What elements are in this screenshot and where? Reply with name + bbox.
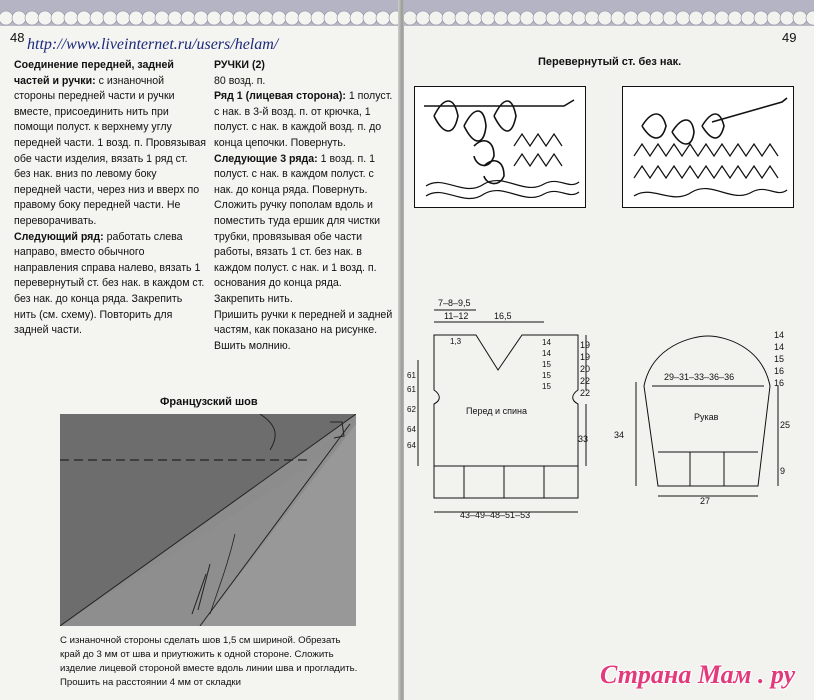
- scallop-circle: [285, 11, 299, 25]
- paragraph: 1 полуст. с нак. в 3-й возд. п. от крючка, 1 полуст. с нак. в каждой возд. п. до конца цепочки. Повернуть.: [214, 90, 393, 149]
- scallop-circle: [168, 11, 182, 25]
- scallop-circle: [429, 11, 443, 25]
- scallop-circle: [142, 11, 156, 25]
- dimension-label: 27: [700, 496, 711, 506]
- dimension-label: 1,3: [450, 337, 462, 346]
- scallop-circle: [116, 11, 130, 25]
- scallop-circle: [404, 11, 417, 25]
- scallop-circle: [767, 11, 781, 25]
- scallop-circle: [77, 11, 91, 25]
- scallop-circle: [728, 11, 742, 25]
- scallop-circle: [468, 11, 482, 25]
- dimension-label: 61: [407, 385, 416, 394]
- scallop-circle: [637, 11, 651, 25]
- dimension-label: 9: [780, 466, 786, 476]
- dimension-label: 43–49–48–51–53: [460, 510, 531, 520]
- dimension-label: 7–8–9,5: [438, 298, 471, 308]
- body-pattern-diagram: [404, 290, 604, 520]
- scallop-circle: [12, 11, 26, 25]
- scallop-circle: [715, 11, 729, 25]
- scallop-circle: [507, 11, 521, 25]
- stitch-diagram-1: [414, 86, 586, 208]
- paragraph: работать слева направо, вместо обычного направления справа налево, вязать 1 перевернутый ст. без нак. в каждом ст. без нак. до конца ряда. Закрепить нить (см. схему). Повторить для задней части.: [14, 230, 205, 337]
- scallop-circle: [663, 11, 677, 25]
- dimension-label: 15: [774, 354, 785, 364]
- dimension-label: 14: [542, 338, 551, 347]
- dimension-label: 29–31–33–36–36: [664, 372, 735, 382]
- scallop-circle: [259, 11, 273, 25]
- dimension-label: 15: [542, 382, 551, 391]
- source-url: http://www.liveinternet.ru/users/helam/: [27, 36, 279, 53]
- figure-title: Французский шов: [160, 396, 258, 408]
- scallop-circle: [611, 11, 625, 25]
- scallop-circle: [455, 11, 469, 25]
- page-number: 49: [782, 30, 797, 45]
- scallop-circle: [363, 11, 377, 25]
- scallop-circle: [780, 11, 794, 25]
- scallop-circle: [624, 11, 638, 25]
- page-number: 48: [10, 30, 25, 45]
- figure-title: Перевернутый ст. без нак.: [538, 56, 682, 68]
- scallop-circle: [598, 11, 612, 25]
- scallop-circle: [546, 11, 560, 25]
- section-heading: Следующий ряд:: [14, 230, 104, 243]
- scallop-circle: [38, 11, 52, 25]
- dimension-label: 22: [580, 376, 591, 386]
- sleeve-pattern-diagram: [612, 326, 802, 506]
- scallop-circle: [416, 11, 430, 25]
- scallop-circle: [741, 11, 755, 25]
- scallop-circle: [376, 11, 390, 25]
- scallop-circle: [585, 11, 599, 25]
- scallop-circle: [194, 11, 208, 25]
- scallop-circle: [442, 11, 456, 25]
- dimension-label: 33: [578, 434, 589, 444]
- text-column-2: [214, 58, 394, 354]
- scallop-circle: [520, 11, 534, 25]
- french-seam-illustration: [60, 414, 356, 626]
- scallop-circle: [324, 11, 338, 25]
- scallop-circle: [533, 11, 547, 25]
- scallop-circle: [337, 11, 351, 25]
- scallop-circle: [311, 11, 325, 25]
- dimension-label: 64: [407, 441, 416, 450]
- scallop-circle: [181, 11, 195, 25]
- dimension-label: 11–12: [444, 311, 469, 321]
- scallop-circle: [298, 11, 312, 25]
- dimension-label: 15: [542, 371, 551, 380]
- section-heading: РУЧКИ (2): [214, 59, 265, 71]
- scallop-circle: [155, 11, 169, 25]
- scallop-circle: [90, 11, 104, 25]
- scallop-circle: [572, 11, 586, 25]
- piece-label: Рукав: [694, 412, 719, 422]
- scallop-circle: [25, 11, 39, 25]
- dimension-label: 22: [580, 388, 591, 398]
- row-label: Следующие 3 ряда:: [214, 152, 318, 165]
- dimension-label: 19: [580, 340, 591, 350]
- piece-label: Перед и спина: [466, 406, 527, 416]
- dimension-label: 64: [407, 425, 416, 434]
- scallop-circle: [272, 11, 286, 25]
- scallop-circle: [650, 11, 664, 25]
- scallop-circle: [103, 11, 117, 25]
- scallop-circle: [64, 11, 78, 25]
- paragraph: 1 возд. п. 1 полуст. с нак. в каждом полуст. с нак. до конца ряда. Повернуть. Сложить ручку пополам вдоль и поместить туда ершик для чистки трубки, провязывая обе части работы, вязать 1 ст. без нак. в каждом полуст. с нак. и 1 возд. п. основания до конца ряда. Закрепить нить.: [214, 152, 381, 305]
- paragraph: 80 возд. п.: [214, 74, 266, 87]
- scallop-circle: [220, 11, 234, 25]
- decorative-border: [0, 0, 400, 26]
- scallop-circle: [207, 11, 221, 25]
- scallop-circle: [793, 11, 807, 25]
- section-heading: Соединение передней, задней частей и ручки:: [14, 59, 174, 87]
- decorative-border: [404, 0, 814, 26]
- dimension-label: 62: [407, 405, 416, 414]
- dimension-label: 14: [774, 342, 785, 352]
- scallop-circle: [676, 11, 690, 25]
- text-column-1: [14, 58, 206, 339]
- scallop-circle: [559, 11, 573, 25]
- stitch-diagram-2: [622, 86, 794, 208]
- scallop-circle: [754, 11, 768, 25]
- dimension-label: 61: [407, 371, 416, 380]
- dimension-label: 20: [580, 364, 591, 374]
- scallop-circle: [129, 11, 143, 25]
- figure-caption: С изнаночной стороны сделать шов 1,5 см шириной. Обрезать край до 3 мм от шва и приутюжить к одной стороне. Сложить изделие лицевой стороной вместе вдоль линии шва и прогладить. Прошить на расстоянии 4 мм от складки: [60, 635, 358, 688]
- dimension-label: 14: [774, 330, 785, 340]
- row-label: Ряд 1 (лицевая сторона):: [214, 90, 346, 103]
- scallop-circle: [233, 11, 247, 25]
- scallop-circle: [0, 11, 13, 25]
- scallop-circle: [494, 11, 508, 25]
- scallop-circle: [246, 11, 260, 25]
- dimension-label: 16: [774, 366, 785, 376]
- dimension-label: 25: [780, 420, 791, 430]
- dimension-label: 19: [580, 352, 591, 362]
- paragraph: Пришить ручки к передней и задней частям, как показано на рисунке. Вшить молнию.: [214, 308, 393, 352]
- dimension-label: 34: [614, 430, 625, 440]
- dimension-label: 14: [542, 349, 551, 358]
- paragraph: с изнаночной стороны передней части и ручки вместе, присоединить нить при помощи полуст. к верхнему углу передней части. 1 возд. п. Провязывая обе части изделия, вязать 1 ряд ст. без нак. вниз по левому боку передней части, через низ и вверх по правому боку передней части. Не переворачивать.: [14, 74, 207, 227]
- watermark: Страна Мам . ру: [600, 660, 796, 689]
- dimension-label: 15: [542, 360, 551, 369]
- scallop-circle: [481, 11, 495, 25]
- dimension-label: 16,5: [494, 311, 512, 321]
- scallop-circle: [689, 11, 703, 25]
- scallop-circle: [51, 11, 65, 25]
- scallop-circle: [350, 11, 364, 25]
- scallop-circle: [702, 11, 716, 25]
- dimension-label: 16: [774, 378, 785, 388]
